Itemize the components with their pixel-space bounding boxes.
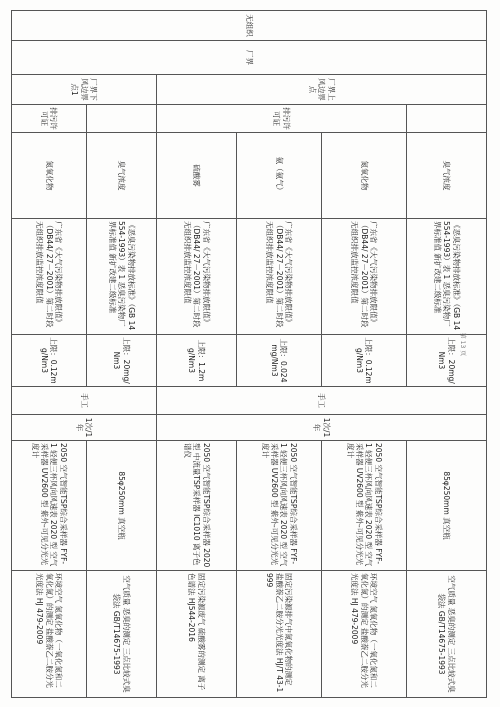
method-type-cell: 手工 <box>12 387 157 415</box>
standard-cell: 广东省《大气污染物排放限值》（DB44/ 27－2001）第二时段无组织排放监控浓度限值 <box>157 219 237 335</box>
page-number: 第 13 页 <box>459 332 467 357</box>
point-cell-downwind: 厂界下风边界点1 <box>12 75 157 105</box>
standard-cell: 《恶臭污染物排放标准》（GB 14554-1993）表 1 恶臭污染物厂界标准值 新扩改建二级标准 <box>87 219 157 335</box>
table-row <box>322 11 407 698</box>
standard-cell: 广东省《大气污染物排放限值》（DB44/ 27－2001）第二时段无组织排放监控浓度限值 <box>237 219 322 335</box>
standard-cell: 广东省《大气污染物排放限值》（DB44/ 27－2001）第二时段无组织排放监控浓度限值 <box>322 219 407 335</box>
type-cell <box>407 105 487 133</box>
rotated-table-container <box>12 10 487 697</box>
standard-cell: 《恶臭污染物排放标准》（GB 14554-1993）表 1 恶臭污染物厂界标准值 新扩改建二级标准 <box>407 219 487 335</box>
instrument-cell: 85φ250mm 真空瓶 <box>407 441 487 571</box>
table-row <box>407 11 487 698</box>
limit-cell: 上限：0.12mg/Nm3 <box>12 335 87 387</box>
frequency-cell: 1次/1年 <box>157 415 487 441</box>
instrument-cell: 85φ250mm 真空瓶 <box>87 441 157 571</box>
analysis-cell: 固定污染源排气中氮氧化物的测定 盐酸萘乙二胺分光光度法 HJ/T 43-1999 <box>237 571 322 698</box>
pollutant-cell: 氨（氨气） <box>237 133 322 219</box>
table-row <box>12 11 87 698</box>
limit-cell: 上限：20mg/Nm3 <box>407 335 487 387</box>
discharge-type-cell: 排污许可证 <box>157 105 407 133</box>
limit-cell: 上限：0.12mg/Nm3 <box>322 335 407 387</box>
limit-cell: 上限：0.024mg/Nm3 <box>237 335 322 387</box>
pollutant-cell: 氮氧化物 <box>322 133 407 219</box>
standard-cell: 广东省《大气污染物排放限值》（DB44/ 27－2001）第二时段无组织排放监控浓度限值 <box>12 219 87 335</box>
method-type-cell: 手工 <box>157 387 487 415</box>
limit-cell: 上限：20mg/Nm3 <box>87 335 157 387</box>
location-cell: 厂界 <box>12 41 487 75</box>
analysis-cell: 固定污染源废气 硫酸雾的测定 离子色谱法 HJ544-2016 <box>157 571 237 698</box>
table-row <box>87 11 157 698</box>
point-cell-upwind: 厂界上风边界点 <box>157 75 487 105</box>
pollutant-cell: 硫酸雾 <box>157 133 237 219</box>
discharge-type-cell: 排污许可证 <box>12 105 87 133</box>
pollutant-cell: 氮氧化物 <box>12 133 87 219</box>
pollutant-cell: 臭气浓度 <box>87 133 157 219</box>
instrument-cell: 2050 空气智能TSP综合采样器 FYF-1 轻便三杯风向风速表 2020 型 空气采样器 UV2600 型 紫外-可见分光光度计 <box>237 441 322 571</box>
monitoring-table <box>11 10 487 698</box>
type-cell <box>87 105 157 133</box>
analysis-cell: 环境空气 氮氧化物（一氧化氮和二氧化氮）的测定 盐酸萘乙二胺分光光度法 HJ 479-2009 <box>322 571 407 698</box>
instrument-cell: 2050 空气智能TSP综合采样器 2020 型 中流量TSP采样器 IC1010 离子色谱仪 <box>157 441 237 571</box>
instrument-cell: 2050 空气智能TSP综合采样器 FYF-1 轻便三杯风向风速表 2020 型 空气采样器 UV2600 型 紫外-可见分光光度计 <box>322 441 407 571</box>
analysis-cell: 空气质量 恶臭的测定 三点比较式臭袋法 GB/T14675-1993 <box>87 571 157 698</box>
frequency-cell: 1次/1年 <box>12 415 157 441</box>
group-cell: 无组织 <box>12 11 487 41</box>
analysis-cell: 环境空气 氮氧化物（一氧化氮和二氧化氮）的测定 盐酸萘乙二胺分光光度法 HJ 479-2009 <box>12 571 87 698</box>
pollutant-cell: 臭气浓度 <box>407 133 487 219</box>
limit-cell: 上限：1.2mg/Nm3 <box>157 335 237 387</box>
analysis-cell: 空气质量 恶臭的测定 三点比较式臭袋法 GB/T14675-1993 <box>407 571 487 698</box>
instrument-cell: 2050 空气智能TSP综合采样器 FYF-1 轻便三杯风向风速表 2020 型 空气采样器 UV2600 型 紫外-可见分光光度计 <box>12 441 87 571</box>
